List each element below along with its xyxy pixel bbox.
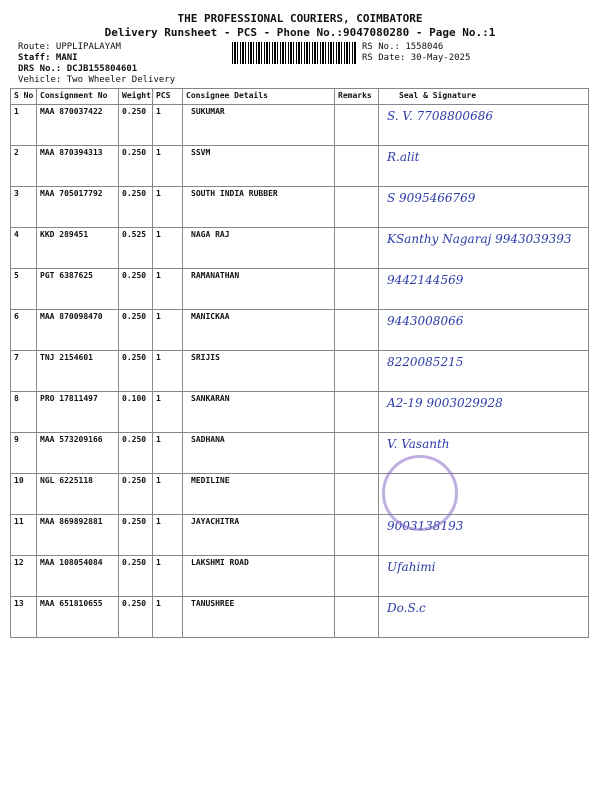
table-row [11, 392, 589, 433]
cell-consignment: PGT 6387625 [37, 269, 119, 310]
cell-consignment: MAA 108054084 [37, 556, 119, 597]
cell-signature [379, 269, 589, 310]
cell-sno: 9 [11, 433, 37, 474]
table-row [11, 146, 589, 187]
col-header-consignment: Consignment No [37, 89, 119, 105]
cell-pcs: 1 [153, 556, 183, 597]
cell-sno: 5 [11, 269, 37, 310]
cell-sno: 8 [11, 392, 37, 433]
cell-remarks [335, 310, 379, 351]
page-subtitle: Delivery Runsheet - PCS - Phone No.:9047080280 - Page No.:1 [104, 26, 496, 39]
cell-weight: 0.250 [119, 351, 153, 392]
cell-consignment: PRO 17811497 [37, 392, 119, 433]
cell-pcs: 1 [153, 351, 183, 392]
cell-signature [379, 228, 589, 269]
cell-weight: 0.250 [119, 474, 153, 515]
cell-consignment: MAA 705017792 [37, 187, 119, 228]
table-row [11, 187, 589, 228]
table-row [11, 351, 589, 392]
handwritten-signature: 9443008066 [387, 314, 464, 328]
handwritten-signature: S. V. 7708800686 [387, 109, 493, 123]
cell-consignee: SOUTH INDIA RUBBER [183, 187, 335, 228]
cell-remarks [335, 269, 379, 310]
cell-sno: 12 [11, 556, 37, 597]
cell-pcs: 1 [153, 187, 183, 228]
cell-sno: 1 [11, 105, 37, 146]
cell-consignee: LAKSHMI ROAD [183, 556, 335, 597]
table-header-row [11, 89, 589, 105]
cell-consignee: TANUSHREE [183, 597, 335, 638]
cell-weight: 0.250 [119, 515, 153, 556]
cell-sno: 4 [11, 228, 37, 269]
cell-sno: 10 [11, 474, 37, 515]
handwritten-signature: KSanthy Nagaraj 9943039393 [387, 232, 572, 246]
cell-consignment: NGL 6225118 [37, 474, 119, 515]
cell-signature [379, 392, 589, 433]
table-row [11, 269, 589, 310]
cell-pcs: 1 [153, 392, 183, 433]
cell-pcs: 1 [153, 310, 183, 351]
table-row [11, 228, 589, 269]
cell-consignee: SRIJIS [183, 351, 335, 392]
cell-remarks [335, 351, 379, 392]
cell-sno: 2 [11, 146, 37, 187]
table-row [11, 474, 589, 515]
cell-consignment: KKD 289451 [37, 228, 119, 269]
cell-pcs: 1 [153, 269, 183, 310]
cell-consignment: MAA 651810655 [37, 597, 119, 638]
col-header-sno: S No [11, 89, 37, 105]
cell-pcs: 1 [153, 228, 183, 269]
cell-remarks [335, 515, 379, 556]
cell-remarks [335, 597, 379, 638]
cell-sno: 7 [11, 351, 37, 392]
cell-remarks [335, 474, 379, 515]
table-row [11, 105, 589, 146]
rs-number: RS No.: 1558046 [362, 42, 444, 52]
handwritten-signature: 9003138193 [387, 519, 464, 533]
drs-label: DRS No.: DCJB155804601 [18, 64, 138, 74]
route-label: Route: UPPLIPALAYAM [18, 42, 121, 52]
cell-pcs: 1 [153, 105, 183, 146]
col-header-remarks: Remarks [335, 89, 379, 105]
handwritten-signature: R.alit [387, 150, 420, 164]
cell-pcs: 1 [153, 474, 183, 515]
vehicle-label: Vehicle: Two Wheeler Delivery [18, 75, 176, 85]
seal-stamp [382, 455, 458, 531]
cell-signature [379, 146, 589, 187]
runsheet-table [10, 88, 589, 638]
cell-remarks [335, 187, 379, 228]
cell-consignee: SADHANA [183, 433, 335, 474]
handwritten-signature: 9442144569 [387, 273, 464, 287]
cell-weight: 0.250 [119, 105, 153, 146]
cell-sno: 13 [11, 597, 37, 638]
cell-sno: 6 [11, 310, 37, 351]
page-title: THE PROFESSIONAL COURIERS, COIMBATORE [177, 12, 423, 25]
barcode [232, 42, 356, 64]
staff-label: Staff: MANI [18, 53, 78, 63]
cell-consignment: MAA 870394313 [37, 146, 119, 187]
cell-remarks [335, 433, 379, 474]
handwritten-signature: A2-19 9003029928 [387, 396, 503, 410]
handwritten-signature: S 9095466769 [387, 191, 476, 205]
cell-weight: 0.100 [119, 392, 153, 433]
cell-consignee: MEDILINE [183, 474, 335, 515]
handwritten-signature: 8220085215 [387, 355, 464, 369]
cell-consignment: TNJ 2154601 [37, 351, 119, 392]
cell-remarks [335, 105, 379, 146]
cell-remarks [335, 146, 379, 187]
col-header-weight: Weight [119, 89, 153, 105]
cell-signature [379, 597, 589, 638]
cell-consignment: MAA 573209166 [37, 433, 119, 474]
cell-pcs: 1 [153, 597, 183, 638]
cell-remarks [335, 556, 379, 597]
cell-consignee: NAGA RAJ [183, 228, 335, 269]
table-row [11, 310, 589, 351]
cell-signature [379, 310, 589, 351]
table-row [11, 515, 589, 556]
cell-signature [379, 187, 589, 228]
cell-weight: 0.250 [119, 433, 153, 474]
rs-date: RS Date: 30-May-2025 [362, 53, 471, 63]
handwritten-signature: Ufahimi [387, 560, 436, 574]
cell-weight: 0.250 [119, 269, 153, 310]
handwritten-signature: V. Vasanth [387, 437, 450, 451]
cell-weight: 0.250 [119, 187, 153, 228]
cell-pcs: 1 [153, 146, 183, 187]
cell-consignee: SUKUMAR [183, 105, 335, 146]
cell-consignee: MANICKAA [183, 310, 335, 351]
cell-pcs: 1 [153, 433, 183, 474]
cell-weight: 0.250 [119, 556, 153, 597]
cell-signature [379, 556, 589, 597]
cell-consignment: MAA 870098470 [37, 310, 119, 351]
table-row [11, 597, 589, 638]
table-row [11, 433, 589, 474]
cell-pcs: 1 [153, 515, 183, 556]
col-header-pcs: PCS [153, 89, 183, 105]
cell-signature [379, 351, 589, 392]
cell-weight: 0.250 [119, 146, 153, 187]
cell-remarks [335, 392, 379, 433]
cell-remarks [335, 228, 379, 269]
cell-sno: 3 [11, 187, 37, 228]
cell-sno: 11 [11, 515, 37, 556]
handwritten-signature: Do.S.c [387, 601, 426, 615]
cell-consignment: MAA 870037422 [37, 105, 119, 146]
cell-consignee: SSVM [183, 146, 335, 187]
cell-consignee: JAYACHITRA [183, 515, 335, 556]
cell-consignment: MAA 869892881 [37, 515, 119, 556]
cell-weight: 0.525 [119, 228, 153, 269]
cell-weight: 0.250 [119, 597, 153, 638]
cell-consignee: RAMANATHAN [183, 269, 335, 310]
cell-consignee: SANKARAN [183, 392, 335, 433]
col-header-consignee: Consignee Details [183, 89, 335, 105]
cell-signature [379, 105, 589, 146]
cell-weight: 0.250 [119, 310, 153, 351]
table-row [11, 556, 589, 597]
col-header-signature: Seal & Signature [379, 89, 589, 105]
